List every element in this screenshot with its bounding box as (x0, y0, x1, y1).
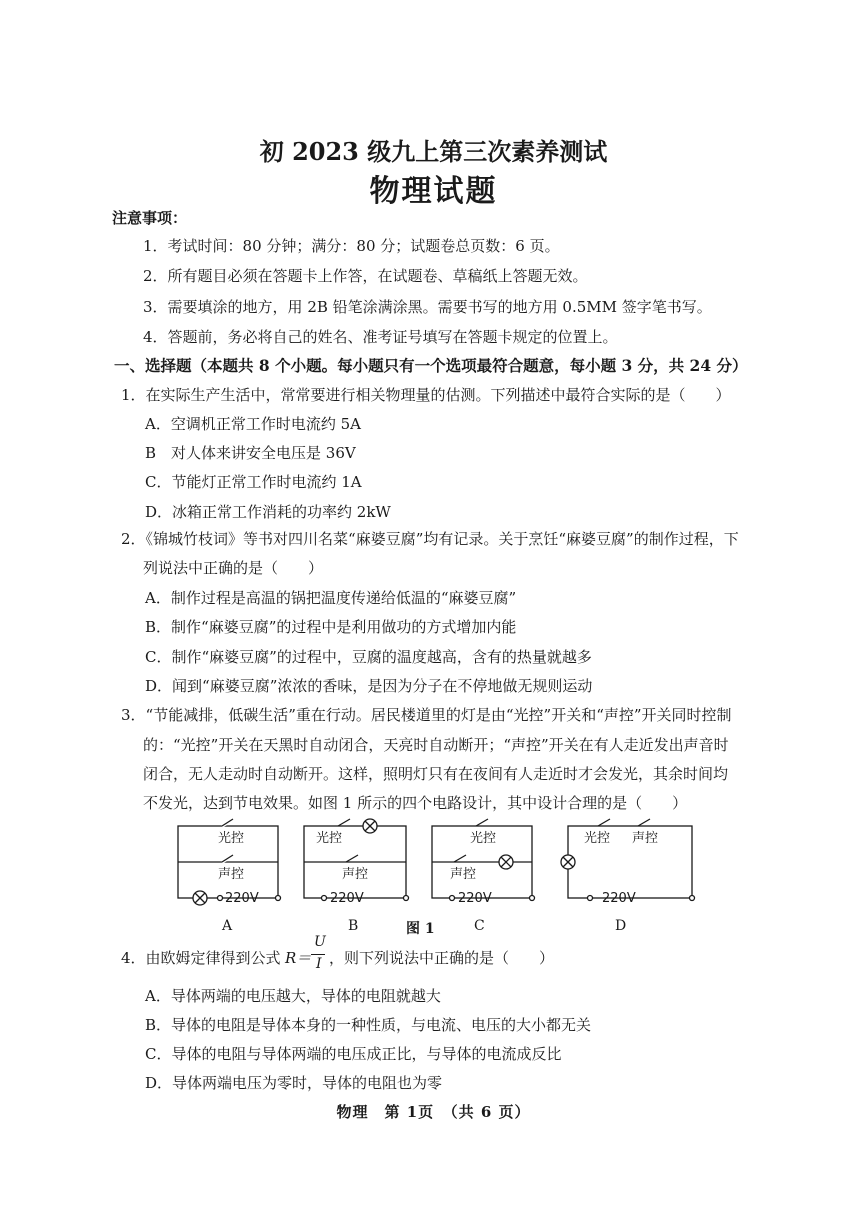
question-3-stem-cont: 不发光，达到节电效果。如图 1 所示的四个电路设计，其中设计合理的是（ ） (143, 794, 688, 812)
question-3-stem: 3．“节能减排，低碳生活”重在行动。居民楼道里的灯是由“光控”开关和“声控”开关同时控制 (121, 706, 732, 724)
question-2-stem-cont: 列说法中正确的是（ ） (143, 559, 324, 577)
formula-numerator: U (314, 934, 326, 950)
formula-denominator: I (316, 956, 322, 972)
section-heading: 一、选择题（本题共 8 个小题。每小题只有一个选项最符合题意，每小题 3 分，共 24 分） (114, 356, 748, 375)
fraction-bar (311, 954, 325, 955)
circuit-label-c: C (474, 918, 485, 934)
notice-item: 3．需要填涂的地方，用 2B 铅笔涂满涂黑。需要书写的地方用 0.5MM 签字笔书写。 (143, 298, 712, 316)
voltage-label: 220V (225, 891, 259, 906)
voltage-label: 220V (330, 891, 364, 906)
q1-option-b: B 对人体来讲安全电压是 36V (145, 444, 356, 462)
light-switch-label: 光控 (316, 831, 343, 846)
figure-caption: 图 1 (406, 921, 435, 937)
circuit-b (304, 819, 409, 906)
question-1-stem: 1．在实际生产生活中，常常要进行相关物理量的估测。下列描述中最符合实际的是（ ） (121, 386, 731, 404)
question-2-stem: 2．《锦城竹枝词》等书对四川名菜“麻婆豆腐”均有记录。关于烹饪“麻婆豆腐”的制作过程，下 (121, 530, 739, 548)
sound-switch-label: 声控 (450, 867, 477, 882)
q2-option-a: A．制作过程是高温的锅把温度传递给低温的“麻婆豆腐” (145, 589, 517, 607)
question-3-stem-cont: 闭合，无人走动时自动断开。这样，照明灯只有在夜间有人走近时才会发光，其余时间均 (143, 765, 729, 783)
notice-item: 4．答题前，务必将自己的姓名、准考证号填写在答题卡规定的位置上。 (143, 328, 618, 346)
q2-option-d: D．闻到“麻婆豆腐”浓浓的香味，是因为分子在不停地做无规则运动 (145, 677, 593, 695)
circuit-label-b: B (348, 918, 359, 934)
q2-option-c: C．制作“麻婆豆腐”的过程中，豆腐的温度越高，含有的热量就越多 (145, 648, 592, 666)
q1-option-d: D．冰箱正常工作消耗的功率约 2kW (145, 503, 391, 521)
q2-option-b: B．制作“麻婆豆腐”的过程中是利用做功的方式增加内能 (145, 618, 517, 636)
light-switch-label: 光控 (218, 831, 245, 846)
q4-option-a: A．导体两端的电压越大，导体的电阻就越大 (145, 987, 441, 1005)
circuit-c (432, 819, 535, 906)
circuit-label-a: A (222, 918, 233, 934)
q4-option-c: C．导体的电阻与导体两端的电压成正比，与导体的电流成反比 (145, 1045, 562, 1063)
sound-switch-label: 声控 (632, 831, 659, 846)
sound-switch-label: 声控 (342, 867, 369, 882)
q4-option-b: B．导体的电阻是导体本身的一种性质，与电流、电压的大小都无关 (145, 1016, 592, 1034)
circuit-label-d: D (615, 918, 627, 934)
notice-item: 1．考试时间：80 分钟；满分：80 分；试题卷总页数：6 页。 (143, 237, 560, 255)
light-switch-label: 光控 (584, 831, 611, 846)
question-4-stem-suffix: ，则下列说法中正确的是（ ） (329, 949, 555, 967)
voltage-label: 220V (602, 891, 636, 906)
voltage-label: 220V (458, 891, 492, 906)
circuit-d (561, 819, 695, 906)
q1-option-c: C．节能灯正常工作时电流约 1A (145, 473, 362, 491)
question-3-stem-cont: 的：“光控”开关在天黑时自动闭合，天亮时自动断开；“声控”开关在有人走近发出声音时 (143, 736, 729, 754)
notice-heading: 注意事项： (112, 209, 188, 227)
q1-option-a: A．空调机正常工作时电流约 5A (145, 415, 361, 433)
q4-option-d: D．导体两端电压为零时，导体的电阻也为零 (145, 1074, 443, 1092)
subject-title: 物理试题 (369, 174, 498, 209)
question-4-stem-prefix: 4．由欧姆定律得到公式 (121, 949, 281, 967)
light-switch-label: 光控 (470, 831, 497, 846)
circuit-a (178, 819, 281, 906)
sound-switch-label: 声控 (218, 867, 245, 882)
notice-item: 2．所有题目必须在答题卡上作答，在试题卷、草稿纸上答题无效。 (143, 267, 588, 285)
formula-lhs: R＝ (285, 949, 312, 967)
exam-title: 初 2023 级九上第三次素养测试 (259, 137, 608, 166)
page-footer: 物理 第 1页 （共 6 页） (336, 1103, 531, 1121)
figure-1-circuits (170, 818, 700, 916)
